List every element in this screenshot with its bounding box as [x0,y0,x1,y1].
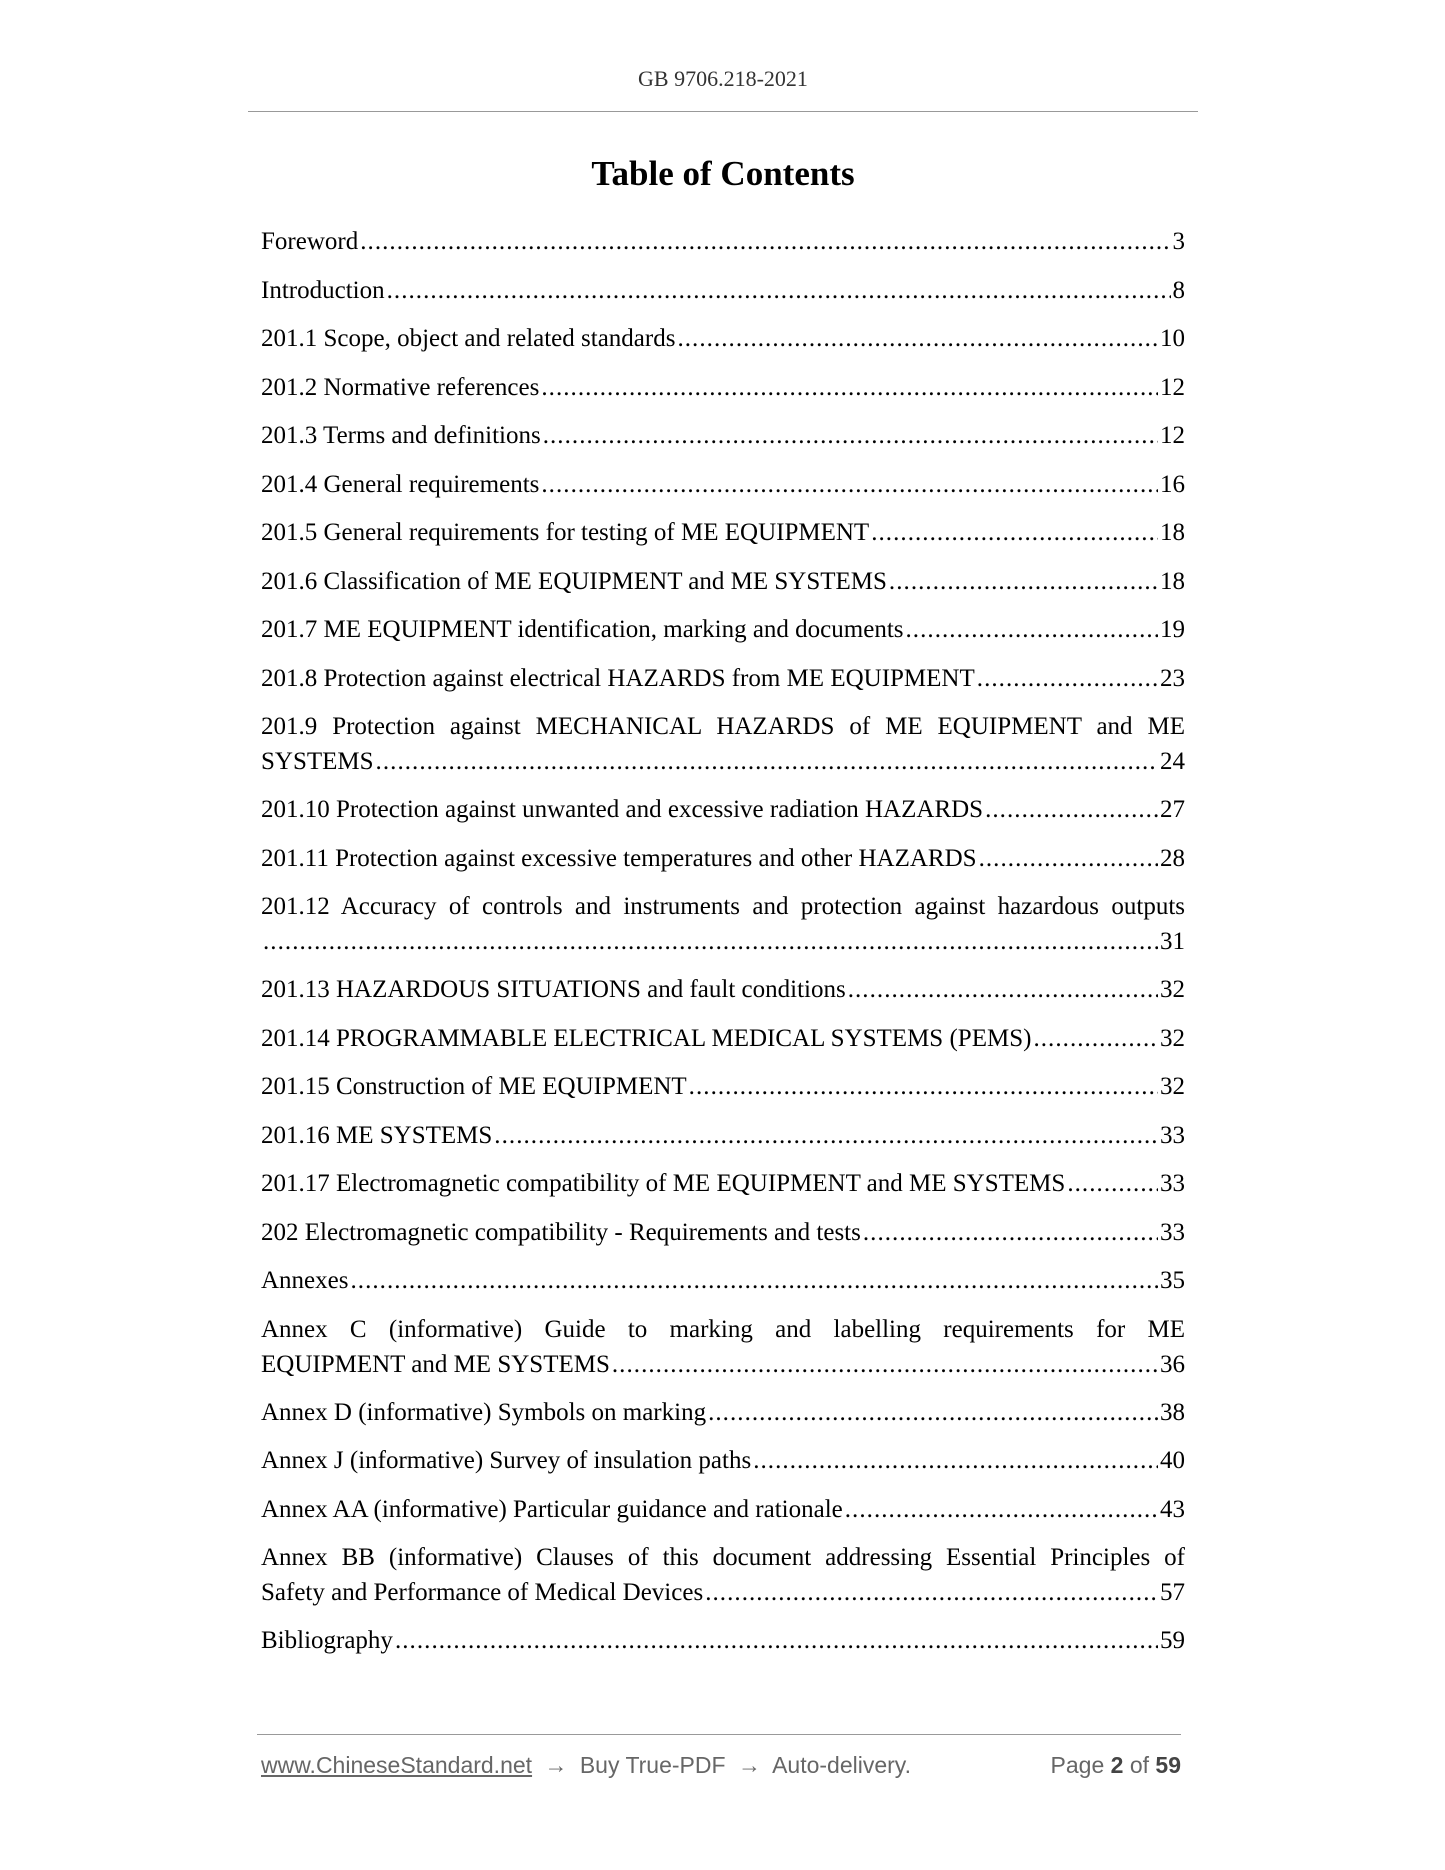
toc-entry[interactable] [261,612,1185,661]
dot-leader [689,1069,1158,1105]
dot-leader [376,744,1158,779]
toc-entry-title: 201.14 PROGRAMMABLE ELECTRICAL MEDICAL SYSTEMS (PEMS) [261,1024,1032,1052]
header-divider [248,111,1198,112]
toc-entry-page: 36 [1160,1350,1185,1378]
toc-entry-page: 24 [1160,748,1185,775]
toc-entry-page: 27 [1160,796,1185,823]
dot-leader [845,1492,1158,1528]
toc-entry-page: 19 [1160,616,1185,643]
table-of-contents [261,224,1185,1672]
toc-entry[interactable] [261,1395,1185,1444]
toc-entry-page: 10 [1160,325,1185,352]
toc-entry-page: 32 [1160,1073,1185,1100]
toc-entry-title: 201.4 General requirements [261,470,540,498]
toc-entry-title: Annex BB (informative) Clauses of this document addressing Essential Principles of [261,1544,1185,1571]
toc-entry-page: 28 [1160,844,1185,872]
toc-entry[interactable] [261,1021,1185,1070]
toc-entry-title: Bibliography [261,1627,393,1654]
dot-leader [906,612,1159,648]
toc-entry-title: Annex AA (informative) Particular guidance and rationale [261,1495,843,1523]
toc-entry-page: 38 [1160,1398,1185,1426]
dot-leader [889,564,1158,600]
toc-entry[interactable] [261,972,1185,1021]
toc-entry[interactable] [261,273,1185,322]
toc-entry-title: 201.1 Scope, object and related standards [261,325,676,352]
toc-entry-title: 202 Electromagnetic compatibility - Requirements and tests [261,1218,861,1246]
toc-entry-title-continued: SYSTEMS [261,748,374,775]
toc-entry-title: 201.8 Protection against electrical HAZARDS from ME EQUIPMENT [261,664,975,692]
toc-entry[interactable] [261,564,1185,613]
dot-leader [848,972,1158,1008]
of-word: of [1129,1752,1150,1778]
toc-entry-page: 16 [1160,470,1185,498]
dot-leader [263,924,1158,959]
dot-leader [677,321,1158,357]
toc-entry-title: Foreword [261,228,359,255]
dot-leader [985,792,1158,828]
arrow-right-icon: → [544,1752,568,1778]
toc-entry[interactable] [261,321,1185,370]
toc-entry-title: 201.15 Construction of ME EQUIPMENT [261,1073,687,1100]
dot-leader [543,418,1158,454]
dot-leader [612,1347,1158,1382]
toc-entry[interactable] [261,841,1185,890]
toc-entry-page: 57 [1160,1579,1185,1606]
toc-entry[interactable] [261,1312,1185,1395]
toc-entry-title: 201.6 Classification of ME EQUIPMENT and ME SYSTEMS [261,567,887,595]
buy-text: Buy True-PDF [579,1752,726,1778]
toc-entry-title: Annexes [261,1267,349,1294]
toc-entry[interactable] [261,709,1185,792]
toc-entry-title: Introduction [261,276,385,304]
footer-divider [257,1734,1181,1735]
dot-leader [350,1263,1158,1299]
toc-entry-page: 32 [1160,1024,1185,1052]
toc-entry[interactable] [261,1069,1185,1118]
document-id-header: GB 9706.218-2021 [638,66,808,91]
footer-promo [261,1752,911,1779]
dot-leader [979,841,1158,877]
toc-entry-title-continued: EQUIPMENT and ME SYSTEMS [261,1350,610,1378]
dot-leader [753,1443,1158,1479]
toc-entry-page: 35 [1160,1267,1185,1294]
toc-entry-page: 12 [1160,422,1185,449]
dot-leader [1067,1166,1158,1202]
toc-entry[interactable] [261,889,1185,972]
toc-entry[interactable] [261,1263,1185,1312]
toc-entry[interactable] [261,1540,1185,1623]
toc-entry[interactable] [261,370,1185,419]
dot-leader [494,1118,1158,1154]
toc-entry[interactable] [261,1166,1185,1215]
toc-entry[interactable] [261,224,1185,273]
current-page-number: 2 [1110,1752,1124,1778]
toc-entry-page: 59 [1160,1627,1185,1654]
dot-leader [1033,1021,1158,1057]
toc-entry-title: 201.5 General requirements for testing of ME EQUIPMENT [261,519,870,546]
dot-leader [871,515,1158,551]
toc-entry-title: 201.17 Electromagnetic compatibility of ME EQUIPMENT and ME SYSTEMS [261,1170,1066,1197]
toc-entry-title-continued: Safety and Performance of Medical Devices [261,1579,704,1606]
toc-entry-page: 12 [1160,373,1185,401]
toc-entry-page: 18 [1160,519,1185,546]
dot-leader [541,370,1158,406]
dot-leader [977,661,1158,697]
toc-entry[interactable] [261,1118,1185,1167]
toc-entry[interactable] [261,1443,1185,1492]
dot-leader [360,224,1170,260]
toc-entry-title: 201.12 Accuracy of controls and instruments and protection against hazardous outputs [261,893,1185,920]
toc-entry-title: Annex C (informative) Guide to marking and labelling requirements for ME [261,1315,1185,1343]
toc-entry-title: 201.13 HAZARDOUS SITUATIONS and fault conditions [261,976,846,1003]
toc-entry[interactable] [261,1623,1185,1672]
dot-leader [395,1623,1158,1659]
toc-entry-title: 201.10 Protection against unwanted and excessive radiation HAZARDS [261,796,984,823]
toc-entry-page: 8 [1172,276,1185,304]
dot-leader [387,273,1171,309]
toc-entry[interactable] [261,1215,1185,1264]
toc-entry[interactable] [261,467,1185,516]
toc-entry-page: 31 [1160,928,1185,955]
toc-entry-page: 23 [1160,664,1185,692]
toc-entry-title: 201.9 Protection against MECHANICAL HAZARDS of ME EQUIPMENT and ME [261,713,1185,740]
toc-entry-title: Annex J (informative) Survey of insulation paths [261,1447,752,1474]
toc-entry-page: 18 [1160,567,1185,595]
toc-entry-title: Annex D (informative) Symbols on marking [261,1398,707,1426]
toc-entry[interactable] [261,418,1185,467]
toc-entry[interactable] [261,515,1185,564]
toc-entry-title: 201.7 ME EQUIPMENT identification, marking and documents [261,616,904,643]
toc-entry-page: 33 [1160,1121,1185,1149]
dot-leader [541,467,1158,503]
delivery-text: Auto-delivery. [772,1752,911,1778]
dot-leader [708,1395,1158,1431]
page-footer [261,1752,1181,1779]
toc-entry-page: 40 [1160,1447,1185,1474]
page-word: Page [1050,1752,1105,1778]
total-page-count: 59 [1155,1752,1181,1778]
toc-entry-title: 201.2 Normative references [261,373,540,401]
dot-leader [705,1575,1158,1610]
toc-entry[interactable] [261,661,1185,710]
site-link[interactable]: www.ChineseStandard.net [261,1752,533,1778]
dot-leader [863,1215,1158,1251]
toc-entry-page: 33 [1160,1170,1185,1197]
toc-entry-page: 43 [1160,1495,1185,1523]
toc-entry-page: 32 [1160,976,1185,1003]
toc-entry-page: 3 [1172,228,1185,255]
toc-entry[interactable] [261,792,1185,841]
toc-entry-title: 201.11 Protection against excessive temperatures and other HAZARDS [261,844,977,872]
page-title: Table of Contents [591,154,855,193]
toc-entry[interactable] [261,1492,1185,1541]
page-indicator [1051,1752,1181,1779]
toc-entry-page: 33 [1160,1218,1185,1246]
toc-entry-title: 201.16 ME SYSTEMS [261,1121,493,1149]
toc-entry-title: 201.3 Terms and definitions [261,422,541,449]
arrow-right-icon: → [737,1752,761,1778]
